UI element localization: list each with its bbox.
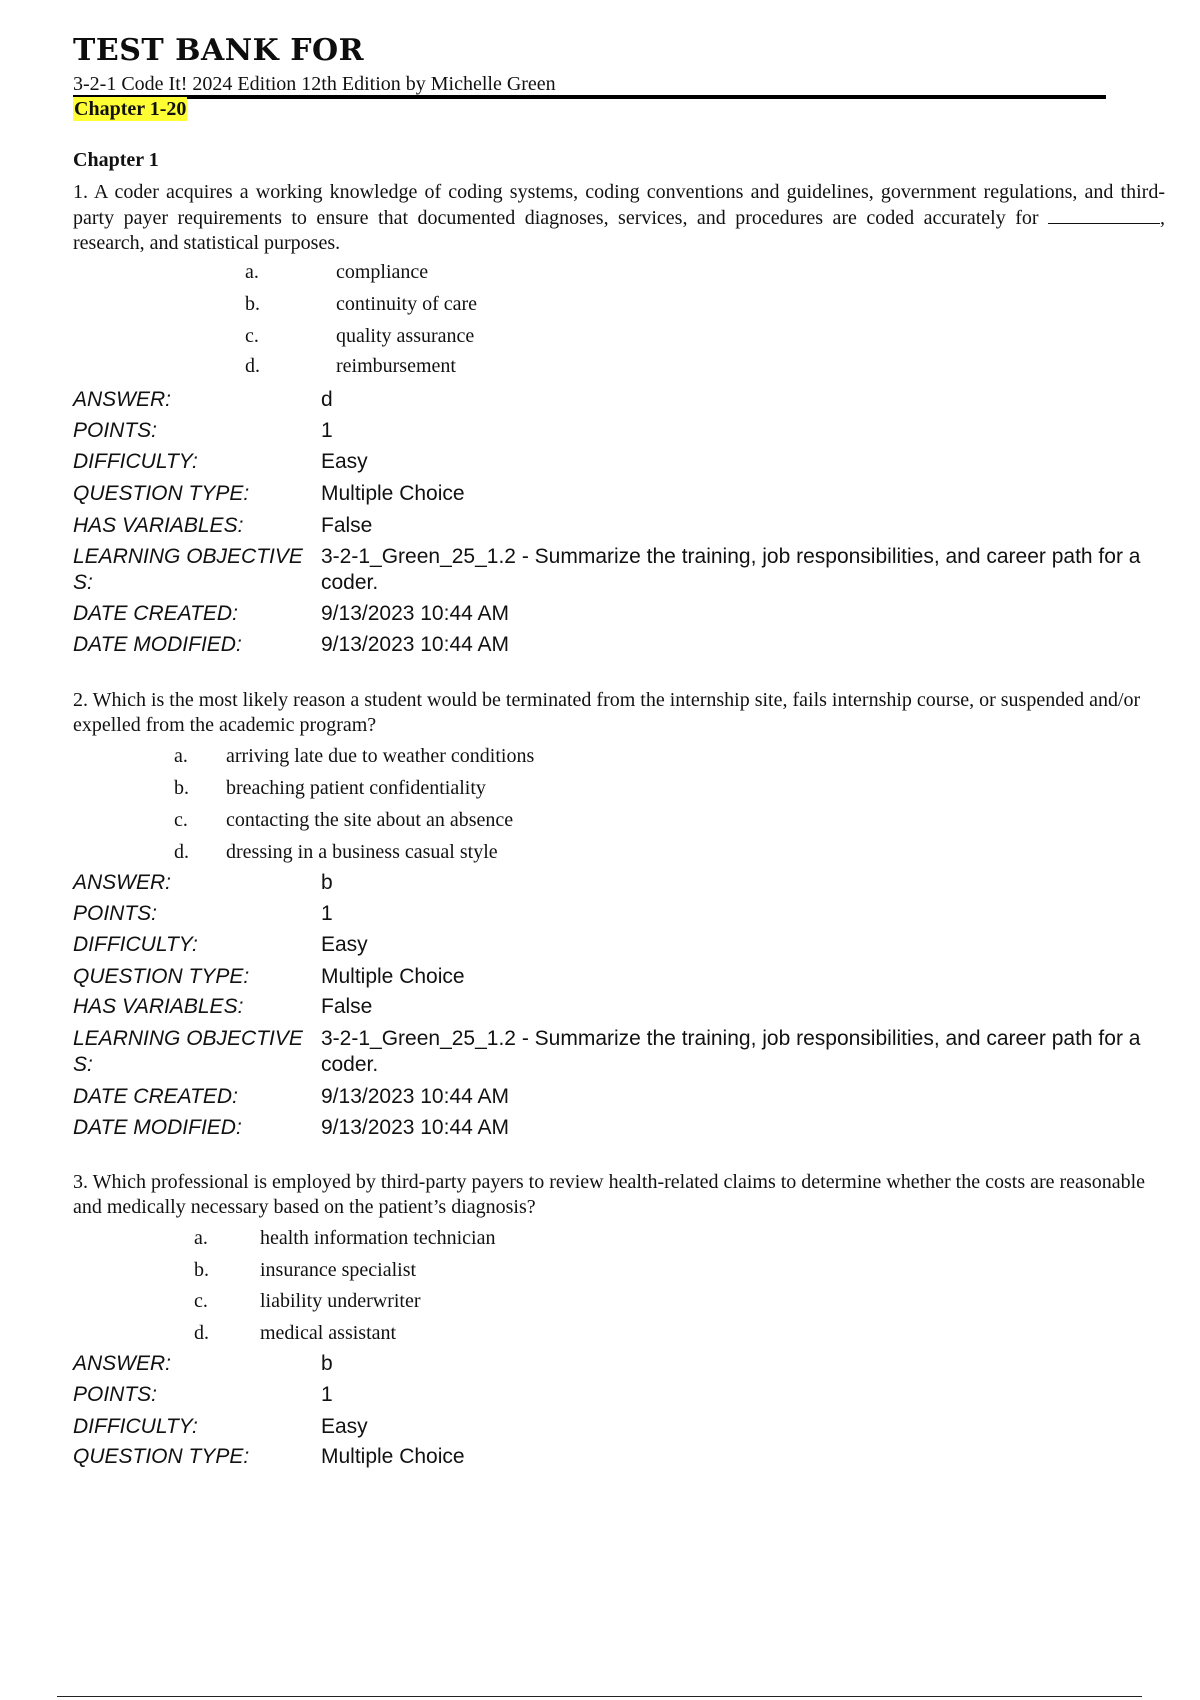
option-letter: a. [194,1227,208,1249]
question-stem-text: 1. A coder acquires a working knowledge of coding systems, coding conventions and guidelines, government regulations, and third-party payer requirements to ensure that documented diagnoses, services, and procedures are coded accurately for [73,181,1165,229]
answer-label: ANSWER: [73,388,172,411]
option-text: arriving late due to weather conditions [226,745,535,767]
option-text: compliance [336,261,429,283]
question-type-label: QUESTION TYPE: [73,482,250,505]
option-letter: a. [174,745,188,767]
answer-label: ANSWER: [73,1352,172,1375]
difficulty-value: Easy [321,1415,368,1438]
date-created-value: 9/13/2023 10:44 AM [321,602,509,625]
difficulty-value: Easy [321,450,368,473]
date-modified-value: 9/13/2023 10:44 AM [321,1116,509,1139]
option-letter: d. [174,841,189,863]
option-letter: b. [194,1259,209,1281]
points-label: POINTS: [73,1383,158,1406]
difficulty-label: DIFFICULTY: [73,450,198,473]
option-text: breaching patient confidentiality [226,777,486,799]
answer-value: d [321,388,333,411]
option-letter: c. [194,1290,208,1312]
learning-objectives-label: LEARNING OBJECTIVES: [73,545,303,594]
date-modified-value: 9/13/2023 10:44 AM [321,633,509,656]
has-variables-label: HAS VARIABLES: [73,514,244,537]
header-divider [73,95,1106,99]
points-label: POINTS: [73,419,158,442]
option-letter: d. [245,355,260,377]
document-subtitle: 3-2-1 Code It! 2024 Edition 12th Edition by Michelle Green [73,73,556,95]
points-value: 1 [321,902,333,925]
answer-label: ANSWER: [73,871,172,894]
option-text: contacting the site about an absence [226,809,514,831]
learning-objectives-value: 3-2-1_Green_25_1.2 - Summarize the training, job responsibilities, and career path for a coder. [321,545,1141,594]
learning-objectives-row [73,1026,1173,1078]
option-letter: c. [174,809,188,831]
has-variables-value: False [321,995,373,1018]
question-type-value: Multiple Choice [321,1445,465,1468]
document-title: TEST BANK FOR [73,33,365,68]
learning-objectives-row [73,544,1173,596]
points-label: POINTS: [73,902,158,925]
question-stem: 3. Which professional is employed by third-party payers to review health-related claims to determine whether the costs are reasonable and medically necessary based on the patient’s diagnosis? [73,1171,1146,1218]
option-text: insurance specialist [260,1259,417,1281]
chapter-heading: Chapter 1 [73,149,159,171]
question-type-label: QUESTION TYPE: [73,1445,250,1468]
option-letter: c. [245,325,259,347]
has-variables-label: HAS VARIABLES: [73,995,244,1018]
date-created-label: DATE CREATED: [73,1085,238,1108]
question-type-label: QUESTION TYPE: [73,965,250,988]
date-created-value: 9/13/2023 10:44 AM [321,1085,509,1108]
learning-objectives-value: 3-2-1_Green_25_1.2 - Summarize the training, job responsibilities, and career path for a coder. [321,1027,1141,1076]
chapter-range-highlight: Chapter 1-20 [74,98,187,120]
difficulty-label: DIFFICULTY: [73,1415,198,1438]
fill-in-blank [1048,205,1160,224]
option-letter: d. [194,1322,209,1344]
difficulty-label: DIFFICULTY: [73,933,198,956]
option-text: reimbursement [336,355,456,377]
answer-value: b [321,871,333,894]
date-created-label: DATE CREATED: [73,602,238,625]
option-text: continuity of care [336,293,478,315]
has-variables-value: False [321,514,373,537]
option-text: liability underwriter [260,1290,421,1312]
option-letter: a. [245,261,259,283]
question-stem-tail: , research, and statistical purposes. [73,207,1165,254]
learning-objectives-label: LEARNING OBJECTIVES: [73,1027,303,1076]
difficulty-value: Easy [321,933,368,956]
option-text: dressing in a business casual style [226,841,498,863]
option-text: medical assistant [260,1322,397,1344]
points-value: 1 [321,1383,333,1406]
date-modified-label: DATE MODIFIED: [73,1116,242,1139]
option-letter: b. [174,777,189,799]
date-modified-label: DATE MODIFIED: [73,633,242,656]
question-stem: 2. Which is the most likely reason a student would be terminated from the internship site, fails internship course, or suspended and/or expelled from the academic program? [73,689,1141,736]
question-type-value: Multiple Choice [321,482,465,505]
question-stem [73,180,1165,256]
option-text: health information technician [260,1227,496,1249]
footer-divider [57,1696,1142,1697]
option-text: quality assurance [336,325,475,347]
question-type-value: Multiple Choice [321,965,465,988]
points-value: 1 [321,419,333,442]
option-letter: b. [245,293,260,315]
answer-value: b [321,1352,333,1375]
